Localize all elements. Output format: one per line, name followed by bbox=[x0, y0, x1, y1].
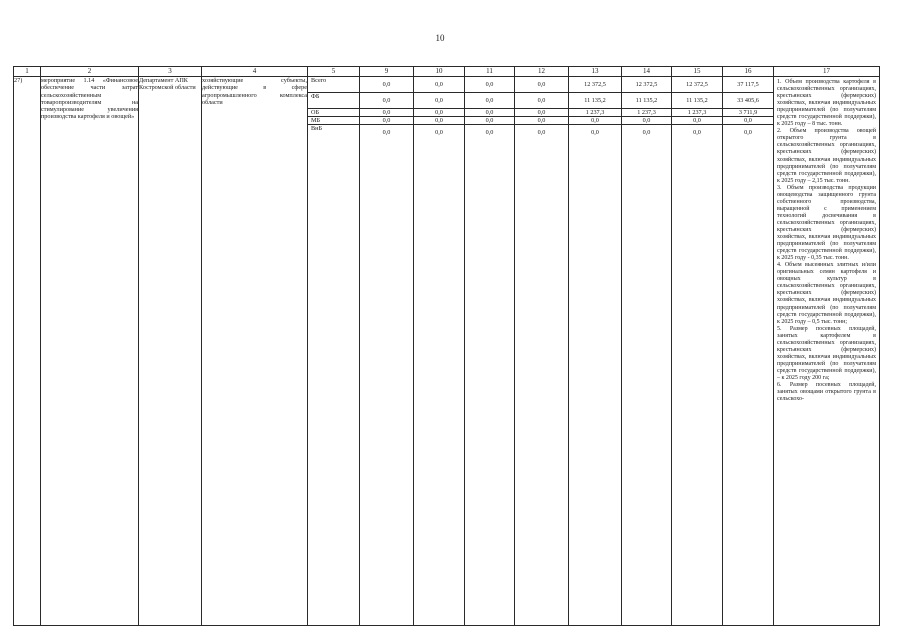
value-cell: 33 405,6 bbox=[723, 93, 773, 109]
value-column bbox=[360, 77, 414, 626]
value-cell: 0,0 bbox=[465, 93, 514, 109]
value-cell: 0,0 bbox=[515, 117, 568, 125]
value-column bbox=[569, 77, 622, 626]
table-row bbox=[14, 77, 880, 626]
header-cell: 1 bbox=[14, 67, 41, 77]
value-cell: 0,0 bbox=[382, 129, 391, 137]
value-cell: 0,0 bbox=[465, 77, 514, 93]
value-column bbox=[414, 77, 465, 626]
value-cell: 0,0 bbox=[744, 129, 752, 137]
value-cell: 0,0 bbox=[414, 93, 464, 109]
value-cell: 12 372,5 bbox=[569, 77, 621, 93]
header-cell: 9 bbox=[360, 67, 414, 77]
page-number: 10 bbox=[435, 33, 445, 43]
source-label: Всего bbox=[308, 77, 359, 93]
header-cell: 4 bbox=[202, 67, 308, 77]
value-column bbox=[672, 77, 723, 626]
value-column bbox=[465, 77, 515, 626]
value-cell: 3 711,9 bbox=[723, 109, 773, 117]
value-cell: 0,0 bbox=[515, 109, 568, 117]
header-cell: 10 bbox=[414, 67, 465, 77]
value-cell: 0,0 bbox=[465, 117, 514, 125]
header-cell: 11 bbox=[465, 67, 515, 77]
value-cell: 37 117,5 bbox=[723, 77, 773, 93]
value-cell: 0,0 bbox=[360, 109, 413, 117]
header-cell: 12 bbox=[515, 67, 569, 77]
funding-sources bbox=[308, 77, 360, 626]
value-cell: 0,0 bbox=[414, 117, 464, 125]
value-cell: 0,0 bbox=[360, 117, 413, 125]
value-cell: 0,0 bbox=[485, 129, 494, 137]
measure-name: мероприятие 1.14 «Финансовое обеспечение части затрат сельскохозяйственным товаропроизводителям на стимулирование увеличения производства картофеля и овощей» bbox=[41, 77, 139, 626]
header-cell: 3 bbox=[139, 67, 202, 77]
value-cell: 11 135,2 bbox=[569, 93, 621, 109]
value-cell: 0,0 bbox=[537, 129, 546, 137]
header-cell: 2 bbox=[41, 67, 139, 77]
value-column bbox=[723, 77, 774, 626]
target-indicators bbox=[774, 77, 880, 626]
value-cell: 1 237,3 bbox=[622, 109, 671, 117]
value-cell: 0,0 bbox=[360, 77, 413, 93]
value-cell: 0,0 bbox=[414, 109, 464, 117]
indicator-item: 1. Объем производства картофеля в сельскохозяйственных организациях, крестьянских (фермерских) хозяйствах, включая индивидуальных предпринимателей (по получателям средств государственной поддержки), к 2025 году – 8 тыс. тонн. bbox=[777, 79, 876, 128]
value-cell: 11 135,2 bbox=[622, 93, 671, 109]
value-cell: 0,0 bbox=[693, 129, 701, 137]
value-cell: 1 237,3 bbox=[672, 109, 722, 117]
header-cell: 13 bbox=[569, 67, 622, 77]
value-cell: 0,0 bbox=[360, 93, 413, 109]
value-cell: 0,0 bbox=[591, 129, 599, 137]
indicator-item: 3. Объем производства продукции овощеводства защищенного грунта собственного производства, выращенной с применением технологий досвечивания в сельскохозяйственных организациях, крестьянских (фермерских) хозяйствах, включая индивидуальных предпринимателей (по получателям средств государственной поддержки), к 2025 году - 0,35 тыс. тонн. bbox=[777, 184, 876, 262]
value-cell: 12 372,5 bbox=[622, 77, 671, 93]
indicator-item: 2. Объем производства овощей открытого грунта в сельскохозяйственных организациях, крестьянских (фермерских) хозяйствах, включая индивидуальных предпринимателей (по получателям средств государственной поддержки), к 2025 году – 2,15 тыс. тонн. bbox=[777, 128, 876, 184]
value-cell: 0,0 bbox=[723, 117, 773, 125]
value-cell: 12 372,5 bbox=[672, 77, 722, 93]
header-cell: 14 bbox=[622, 67, 672, 77]
value-cell: 0,0 bbox=[465, 109, 514, 117]
value-cell: 0,0 bbox=[569, 117, 621, 125]
row-number: 27) bbox=[14, 77, 41, 626]
header-cell: 16 bbox=[723, 67, 774, 77]
value-cell: 0,0 bbox=[622, 117, 671, 125]
source-label: ВнБ bbox=[311, 125, 322, 132]
value-cell: 1 237,3 bbox=[569, 109, 621, 117]
value-cell: 0,0 bbox=[414, 77, 464, 93]
value-cell: 0,0 bbox=[515, 93, 568, 109]
indicator-item: 5. Размер посевных площадей, занятых картофелем в сельскохозяйственных организациях, крестьянских (фермерских) хозяйствах, включая индивидуальных предпринимателей (по получателям средств государственной поддержки), – к 2025 году 200 га; bbox=[777, 325, 876, 381]
executor: Департамент АПК Костромской области bbox=[139, 77, 202, 626]
program-table bbox=[13, 66, 880, 626]
value-column bbox=[622, 77, 672, 626]
value-cell: 0,0 bbox=[642, 129, 651, 137]
indicator-item: 6. Размер посевных площадей, занятых овощами открытого грунта в сельскохо- bbox=[777, 382, 876, 403]
value-cell: 0,0 bbox=[515, 77, 568, 93]
value-column bbox=[515, 77, 569, 626]
value-cell: 11 135,2 bbox=[672, 93, 722, 109]
source-label: МБ bbox=[308, 117, 359, 125]
value-cell: 0,0 bbox=[435, 129, 443, 137]
header-cell: 15 bbox=[672, 67, 723, 77]
value-cell: 0,0 bbox=[672, 117, 722, 125]
header-row bbox=[14, 67, 880, 77]
source-label: ФБ bbox=[308, 93, 359, 109]
header-cell: 17 bbox=[774, 67, 880, 77]
source-label: ОБ bbox=[308, 109, 359, 117]
header-cell: 5 bbox=[308, 67, 360, 77]
indicator-item: 4. Объем высеянных элитных и/или оригинальных семян картофеля и овощных культур в сельскохозяйственных организациях, крестьянских (фермерских) хозяйствах, включая индивидуальных предпринимателей (по получателям средств государственной поддержки), к 2025 году – 0,5 тыс. тонн; bbox=[777, 262, 876, 325]
participants: хозяйствующие субъекты, действующие в сфере агропромышленного комплекса области bbox=[202, 77, 308, 626]
